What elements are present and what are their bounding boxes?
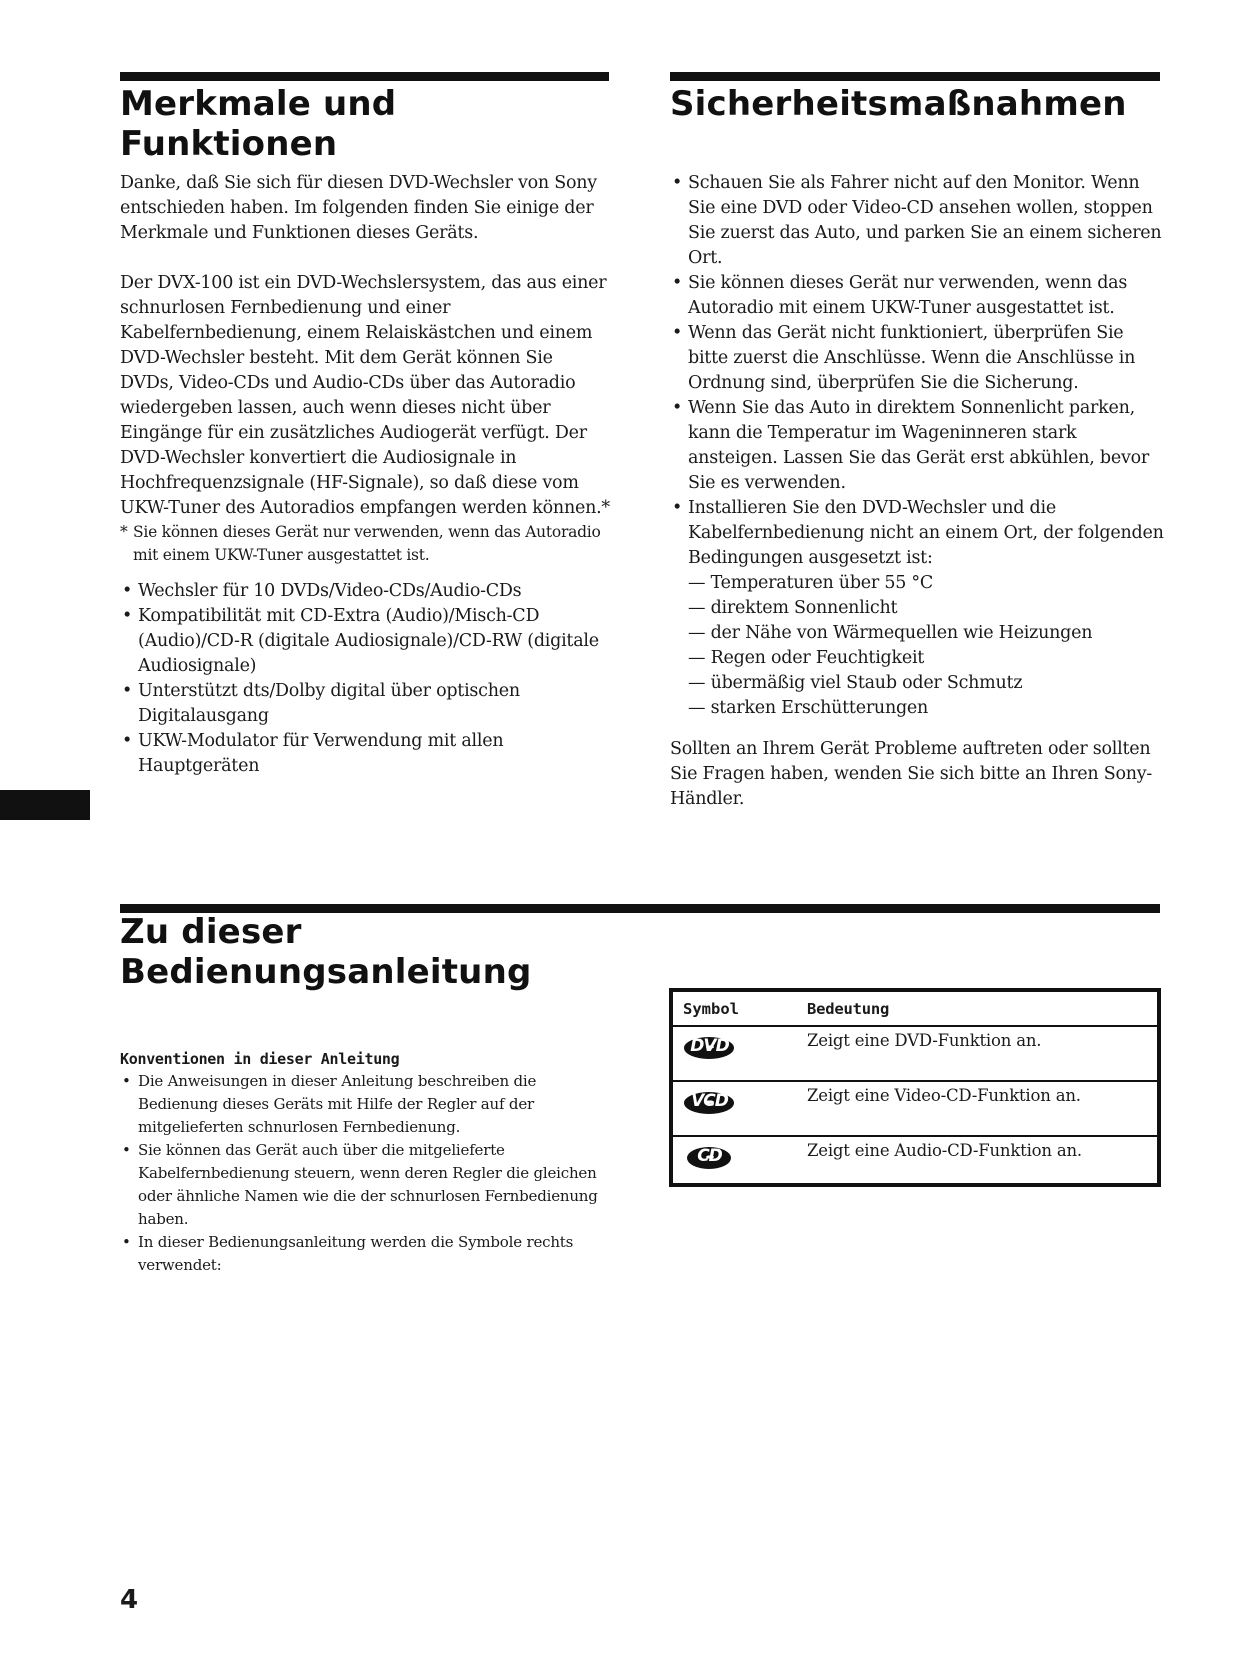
safety-body: [670, 171, 1166, 812]
list-item: • Wenn das Gerät nicht funktioniert, überprüfen Sie bitte zuerst die Anschlüsse. Wenn die Anschlüsse in Ordnung sind, überprüfen Sie die Sicherung.: [670, 321, 1166, 396]
cd-disc-icon: [683, 1143, 736, 1171]
vcd-disc-icon: [683, 1088, 736, 1116]
features-title: Merkmale und Funktionen: [120, 84, 397, 164]
dvd-disc-icon: [683, 1033, 736, 1061]
header-symbol: Symbol: [683, 999, 739, 1018]
safety-conditions: [670, 571, 1166, 721]
safety-list: [670, 171, 1166, 571]
features-footnote: [120, 521, 610, 567]
list-item: • In dieser Bedienungsanleitung werden die Symbole rechts verwendet:: [120, 1231, 610, 1277]
condition-item: — übermäßig viel Staub oder Schmutz: [688, 671, 1166, 696]
cd-symbol-label: CD: [697, 1146, 722, 1166]
condition-item: — starken Erschütterungen: [688, 696, 1166, 721]
safety-rule: [670, 72, 1160, 81]
symbol-table: [669, 988, 1161, 1187]
list-item: • Sie können das Gerät auch über die mitgelieferte Kabelfernbedienung steuern, wenn deren Regler die gleichen oder ähnliche Namen wie die der schnurlosen Fernbedienung haben.: [120, 1139, 610, 1231]
table-row: [673, 1137, 1157, 1183]
symbol-table-header: [673, 992, 1157, 1027]
features-list: [120, 579, 610, 779]
section-tab-marker: [0, 790, 90, 820]
vcd-meaning: Zeigt eine Video-CD-Funktion an.: [807, 1086, 1081, 1105]
dvd-meaning: Zeigt eine DVD-Funktion an.: [807, 1031, 1042, 1050]
list-item: • Die Anweisungen in dieser Anleitung beschreiben die Bedienung dieses Geräts mit Hilfe der Regler auf der mitgelieferten schnurlosen Fernbedienung.: [120, 1070, 610, 1139]
list-item: • Sie können dieses Gerät nur verwenden, wenn das Autoradio mit einem UKW-Tuner ausgestattet ist.: [670, 271, 1166, 321]
manual-title-line2: Bedienungsanleitung: [120, 952, 532, 992]
manual-body: [120, 1048, 610, 1277]
condition-item: — Temperaturen über 55 °C: [688, 571, 1166, 596]
list-item: • Kompatibilität mit CD-Extra (Audio)/Misch-CD (Audio)/CD-R (digitale Audiosignale)/CD-RW (digitale Audiosignale): [120, 604, 610, 679]
table-row: [673, 1082, 1157, 1137]
list-item: • Installieren Sie den DVD-Wechsler und die Kabelfernbedienung nicht an einem Ort, der folgenden Bedingungen ausgesetzt ist:: [670, 496, 1166, 571]
list-item: • Wechsler für 10 DVDs/Video-CDs/Audio-CDs: [120, 579, 610, 604]
list-item: • Unterstützt dts/Dolby digital über optischen Digitalausgang: [120, 679, 610, 729]
cd-meaning: Zeigt eine Audio-CD-Funktion an.: [807, 1141, 1082, 1160]
safety-title: Sicherheitsmaßnahmen: [670, 84, 1127, 124]
manual-title: [120, 912, 640, 992]
table-row: [673, 1027, 1157, 1082]
vcd-symbol-label: VCD: [691, 1091, 728, 1111]
list-item: • Schauen Sie als Fahrer nicht auf den Monitor. Wenn Sie eine DVD oder Video-CD ansehen wollen, stoppen Sie zuerst das Auto, und parken Sie an einem sicheren Ort.: [670, 171, 1166, 271]
page-number: 4: [120, 1585, 139, 1615]
footnote-mark: *: [120, 523, 128, 541]
conventions-list: [120, 1070, 610, 1277]
features-rule: [120, 72, 609, 81]
header-meaning: Bedeutung: [807, 999, 890, 1018]
manual-title-line1: Zu dieser: [120, 912, 302, 952]
condition-item: — direktem Sonnenlicht: [688, 596, 1166, 621]
features-intro: Danke, daß Sie sich für diesen DVD-Wechsler von Sony entschieden haben. Im folgenden finden Sie einige der Merkmale und Funktionen dieses Geräts.: [120, 173, 597, 243]
list-item: • UKW-Modulator für Verwendung mit allen Hauptgeräten: [120, 729, 610, 779]
features-description: Der DVX-100 ist ein DVD-Wechslersystem, das aus einer schnurlosen Fernbedienung und einer Kabelfernbedienung, einem Relaiskästchen und einem DVD-Wechsler besteht. Mit dem Gerät können Sie DVDs, Video-CDs und Audio-CDs über das Autoradio wiedergeben lassen, auch wenn dieses nicht über Eingänge für ein zusätzliches Audiogerät verfügt. Der DVD-Wechsler konvertiert die Audiosignale in Hochfrequenzsignale (HF-Signale), so daß diese vom UKW-Tuner des Autoradios empfangen werden können.*: [120, 273, 610, 518]
list-item: • Wenn Sie das Auto in direktem Sonnenlicht parken, kann die Temperatur im Wageninneren stark ansteigen. Lassen Sie das Gerät erst abkühlen, bevor Sie es verwenden.: [670, 396, 1166, 496]
dvd-symbol-label: DVD: [690, 1036, 729, 1056]
footnote-text: Sie können dieses Gerät nur verwenden, wenn das Autoradio mit einem UKW-Tuner ausgestattet ist.: [133, 523, 601, 564]
safety-closing: Sollten an Ihrem Gerät Probleme auftreten oder sollten Sie Fragen haben, wenden Sie sich bitte an Ihren Sony-Händler.: [670, 739, 1153, 809]
condition-item: — der Nähe von Wärmequellen wie Heizungen: [688, 621, 1166, 646]
condition-item: — Regen oder Feuchtigkeit: [688, 646, 1166, 671]
features-body: [120, 171, 610, 779]
conventions-heading: Konventionen in dieser Anleitung: [120, 1050, 400, 1068]
